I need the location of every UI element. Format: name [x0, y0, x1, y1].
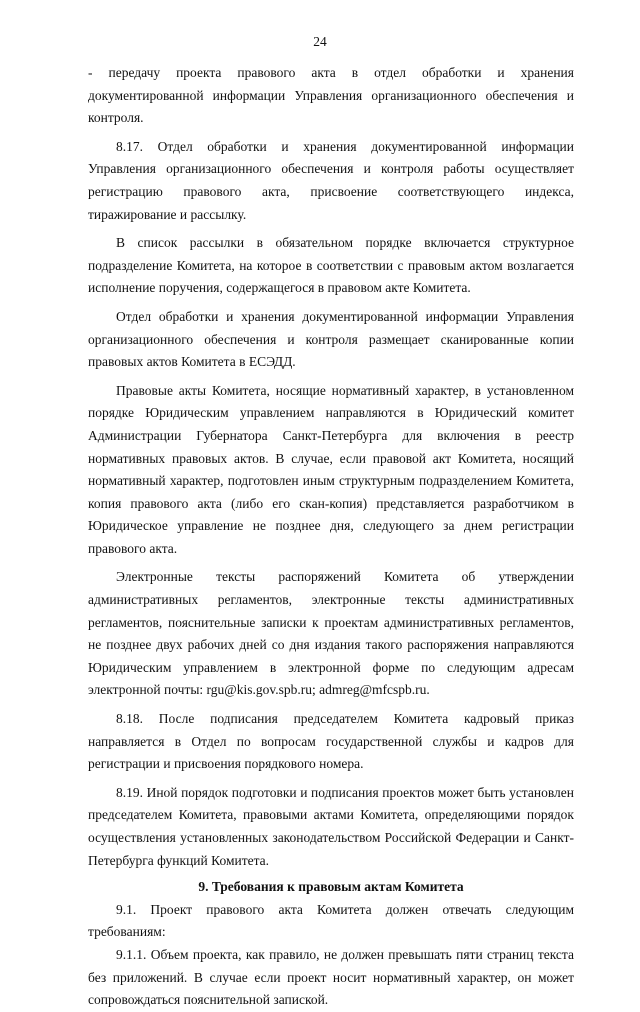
- paragraph-9-1-1: 9.1.1. Объем проекта, как правило, не должен превышать пяти страниц текста без приложений. В случае если проект носит нормативный характер, он может сопровождаться пояснительной запиской.: [88, 946, 574, 1008]
- section-heading: 9. Требования к правовым актам Комитета: [198, 879, 464, 895]
- paragraph-9-1: 9.1. Проект правового акта Комитета должен отвечать следующим требованиям:: [88, 901, 574, 940]
- paragraph-distribution-list: В список рассылки в обязательном порядке включается структурное подразделение Комитета, на которое в соответствии с правовым актом возлагается исполнение поручения, содержащегося в правовом акте Комитета.: [88, 235, 574, 296]
- paragraph-electronic-texts: Электронные тексты распоряжений Комитета об утверждении административных регламентов, электронные тексты административных регламентов, пояснительные записки к проектам административных регламентов, не позднее двух рабочих дней со дня издания такого распоряжения направляются Юридическим управлением в электронной форме по следующим адресам электронной почты: rgu@kis.gov.spb.ru; admreg@mfcspb.ru.: [88, 569, 574, 698]
- paragraph-8-17: 8.17. Отдел обработки и хранения документированной информации Управления организационного обеспечения и контроля работы осуществляет регистрацию правового акта, присвоение соответствующего индекса, тиражирование и рассылку.: [88, 138, 574, 222]
- paragraph-normative-acts: Правовые акты Комитета, носящие нормативный характер, в установленном порядке Юридическим управлением направляются в Юридический комитет Администрации Губернатора Санкт-Петербурга для включения в реестр нормативных правовых актов. В случае, если правовой акт Комитета, носящий нормативный характер, подготовлен иным структурным подразделением Комитета, копия правового акта (либо его скан-копия) представляется разработчиком в Юридическое управление не позднее дня, следующего за днем регистрации правового акта.: [88, 382, 574, 556]
- paragraph-8-18: 8.18. После подписания председателем Комитета кадровый приказ направляется в Отдел по вопросам государственной службы и кадров для регистрации и присвоения порядкового номера.: [88, 711, 574, 772]
- paragraph-scanned-copies: Отдел обработки и хранения документированной информации Управления организационного обеспечения и контроля размещает сканированные копии правовых актов Комитета в ЕСЭДД.: [88, 308, 574, 370]
- paragraph-8-19: 8.19. Иной порядок подготовки и подписания проектов может быть установлен председателем Комитета, правовыми актами Комитета, определяющими порядок осуществления установленных законодательством Российской Федерации и Санкт-Петербурга функций Комитета.: [88, 784, 574, 868]
- page-number: 24: [313, 34, 327, 49]
- document-body: [88, 62, 574, 1012]
- paragraph-transfer-to-records: - передачу проекта правового акта в отдел обработки и хранения документированной информации Управления организационного обеспечения и контроля.: [88, 65, 574, 126]
